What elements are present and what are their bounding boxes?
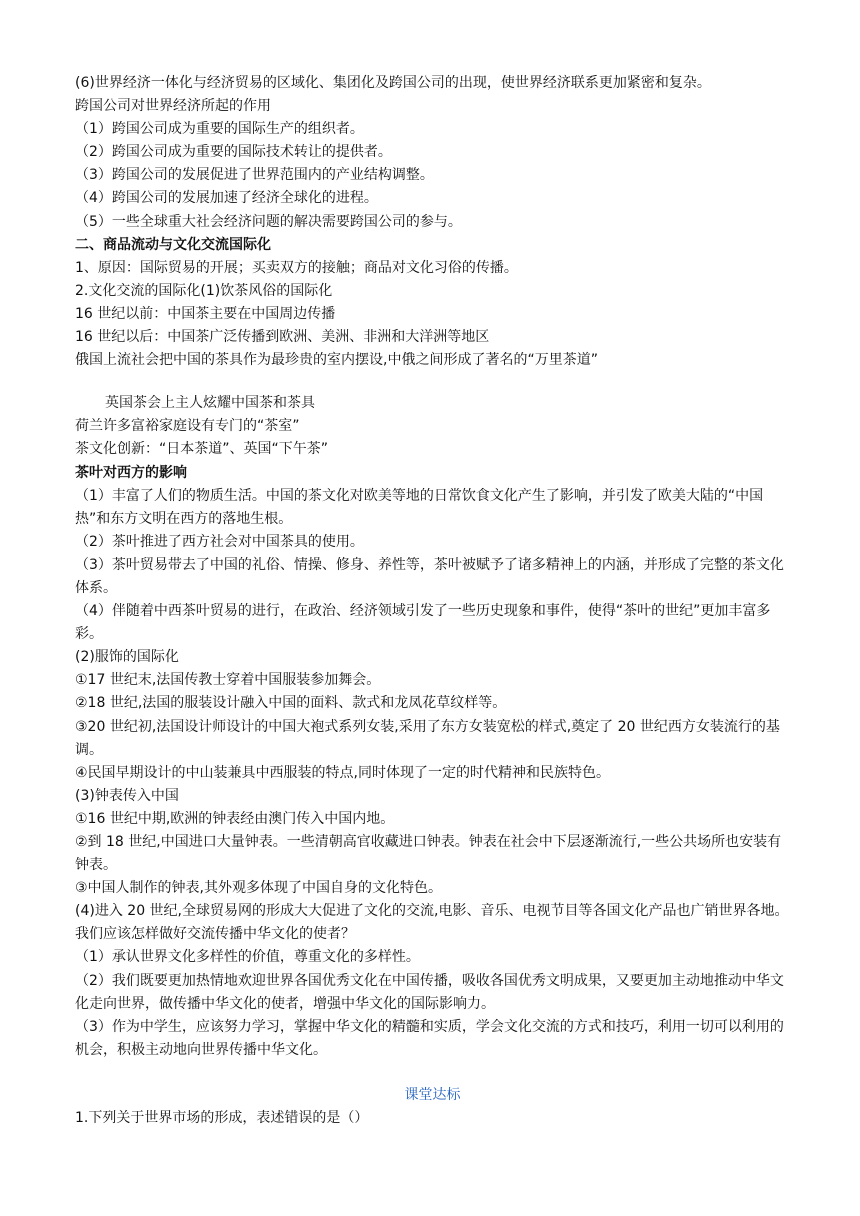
paragraph: 16 世纪以后：中国茶广泛传播到欧洲、美洲、非洲和大洋洲等地区	[75, 329, 490, 346]
list-item: （4）伴随着中西茶叶贸易的进行，在政治、经济领域引发了一些历史现象和事件，使得“茶叶的世纪”更加丰富多彩。	[75, 603, 771, 643]
paragraph: 俄国上流社会把中国的茶具作为最珍贵的室内摆设,中俄之间形成了著名的“万里茶道”	[75, 352, 598, 369]
paragraph: (2)服饰的国际化	[75, 649, 179, 666]
list-item: （1）承认世界文化多样性的价值，尊重文化的多样性。	[75, 949, 420, 966]
paragraph: (3)钟表传入中国	[75, 787, 179, 804]
paragraph: (4)进入 20 世纪,全球贸易网的形成大大促进了文化的交流,电影、音乐、电视节目等各国文化产品也广销世界各地。	[75, 903, 789, 920]
list-item: ②到 18 世纪,中国进口大量钟表。一些清朝高官收藏进口钟表。钟表在社会中下层逐渐流行,一些公共场所也安装有钟表。	[75, 834, 782, 874]
paragraph: 荷兰许多富裕家庭设有专门的“茶室”	[75, 418, 300, 435]
list-item: （3）跨国公司的发展促进了世界范围内的产业结构调整。	[75, 167, 434, 184]
list-item: ③中国人制作的钟表,其外观多体现了中国自身的文化特色。	[75, 880, 442, 897]
document-body	[75, 72, 790, 1130]
spacer	[75, 1062, 790, 1084]
list-item: （1）跨国公司成为重要的国际生产的组织者。	[75, 121, 364, 138]
list-item: ①16 世纪中期,欧洲的钟表经由澳门传入中国内地。	[75, 810, 395, 827]
section-title: 课堂达标	[404, 1086, 461, 1103]
paragraph: 1、原因：国际贸易的开展；买卖双方的接触；商品对文化习俗的传播。	[75, 259, 518, 276]
list-item: ①17 世纪末,法国传教士穿着中国服装参加舞会。	[75, 672, 381, 689]
list-item: ③20 世纪初,法国设计师设计的中国大袍式系列女装,采用了东方女装宽松的样式,奠定了 20 世纪西方女装流行的基调。	[75, 718, 780, 758]
spacer	[75, 372, 790, 392]
paragraph: 16 世纪以前：中国茶主要在中国周边传播	[75, 305, 336, 322]
paragraph: (6)世界经济一体化与经济贸易的区域化、集团化及跨国公司的出现，使世界经济联系更加紧密和复杂。	[75, 75, 711, 91]
section-heading: 二、商品流动与文化交流国际化	[75, 236, 271, 253]
paragraph: 跨国公司对世界经济所起的作用	[75, 98, 271, 115]
list-item: （2）跨国公司成为重要的国际技术转让的提供者。	[75, 144, 392, 161]
paragraph: 茶文化创新：“日本茶道”、英国“下午茶”	[75, 441, 329, 458]
list-item: ②18 世纪,法国的服装设计融入中国的面料、款式和龙凤花草纹样等。	[75, 695, 507, 712]
list-item: （3）茶叶贸易带去了中国的礼俗、情操、修身、养性等，茶叶被赋予了诸多精神上的内涵，并形成了完整的茶文化体系。	[75, 556, 784, 596]
image-caption: 英国茶会上主人炫耀中国茶和茶具	[105, 395, 315, 412]
paragraph: 我们应该怎样做好交流传播中华文化的使者？	[75, 926, 355, 943]
paragraph: 2.文化交流的国际化(1)饮茶风俗的国际化	[75, 282, 333, 299]
list-item: （5）一些全球重大社会经济问题的解决需要跨国公司的参与。	[75, 213, 462, 230]
list-item: ④民国早期设计的中山装兼具中西服装的特点,同时体现了一定的时代精神和民族特色。	[75, 764, 610, 781]
list-item: （4）跨国公司的发展加速了经济全球化的进程。	[75, 190, 378, 207]
subsection-heading: 茶叶对西方的影响	[75, 464, 187, 481]
list-item: （2）茶叶推进了西方社会对中国茶具的使用。	[75, 533, 364, 550]
list-item: （2）我们既要更加热情地欢迎世界各国优秀文化在中国传播，吸收各国优秀文明成果，又要更加主动地推动中华文化走向世界，做传播中华文化的使者，增强中华文化的国际影响力。	[75, 972, 784, 1012]
question-item: 1.下列关于世界市场的形成，表述错误的是（）	[75, 1110, 369, 1127]
list-item: （1）丰富了人们的物质生活。中国的茶文化对欧美等地的日常饮食文化产生了影响，并引发了欧美大陆的“中国热”和东方文明在西方的落地生根。	[75, 487, 764, 527]
list-item: （3）作为中学生，应该努力学习，掌握中华文化的精髓和实质，学会文化交流的方式和技巧，利用一切可以利用的机会，积极主动地向世界传播中华文化。	[75, 1018, 784, 1058]
